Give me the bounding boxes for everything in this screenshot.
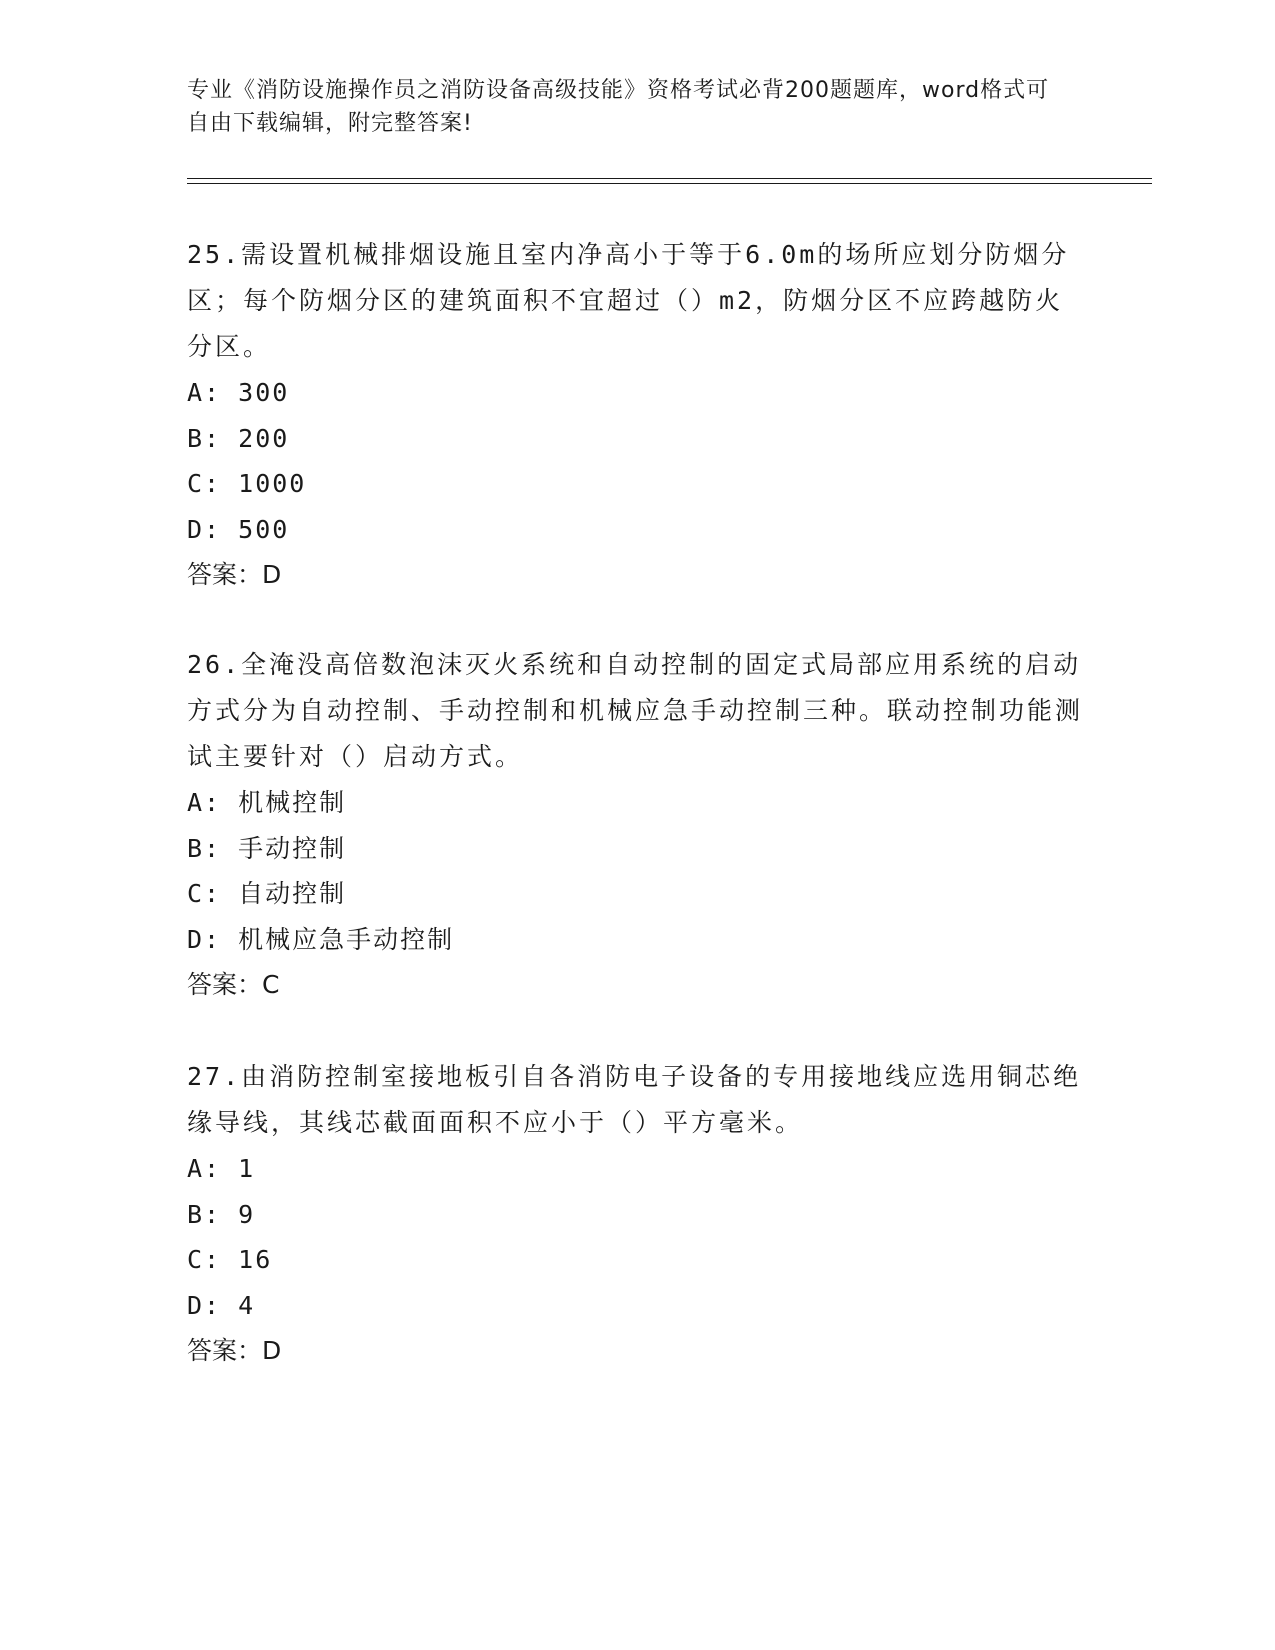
question-25	[187, 232, 1087, 598]
document-intro	[187, 74, 1067, 140]
answer: 答案：C	[187, 970, 280, 999]
answer: 答案：D	[187, 560, 282, 589]
option-b: B: 手动控制	[187, 833, 347, 863]
option-a: A: 机械控制	[187, 788, 347, 817]
option-b: B: 9	[187, 1199, 256, 1229]
question-26	[187, 642, 1087, 1008]
question-text: 25.需设置机械排烟设施且室内净高小于等于6.0m的场所应划分防烟分区；每个防烟分区的建筑面积不宜超过（）m2，防烟分区不应跨越防火分区。	[187, 240, 1070, 361]
intro-text: 专业《消防设施操作员之消防设备高级技能》资格考试必背200题题库，word格式可自由下载编辑，附完整答案!	[187, 78, 1050, 136]
option-d: D: 机械应急手动控制	[187, 924, 455, 954]
option-d: D: 4	[187, 1290, 256, 1320]
option-b: B: 200	[187, 423, 290, 453]
option-c: C: 16	[187, 1245, 273, 1274]
divider-line-top	[187, 178, 1152, 179]
option-c: C: 1000	[187, 469, 307, 498]
question-text: 27.由消防控制室接地板引自各消防电子设备的专用接地线应选用铜芯绝缘导线，其线芯截面面积不应小于（）平方毫米。	[187, 1062, 1082, 1137]
divider-line-bottom	[187, 183, 1152, 184]
question-27	[187, 1054, 1087, 1374]
question-text: 26.全淹没高倍数泡沫灭火系统和自动控制的固定式局部应用系统的启动方式分为自动控制、手动控制和机械应急手动控制三种。联动控制功能测试主要针对（）启动方式。	[187, 650, 1084, 771]
option-d: D: 500	[187, 514, 290, 544]
option-a: A: 1	[187, 1154, 256, 1183]
option-c: C: 自动控制	[187, 879, 347, 908]
answer: 答案：D	[187, 1336, 282, 1365]
option-a: A: 300	[187, 378, 290, 407]
